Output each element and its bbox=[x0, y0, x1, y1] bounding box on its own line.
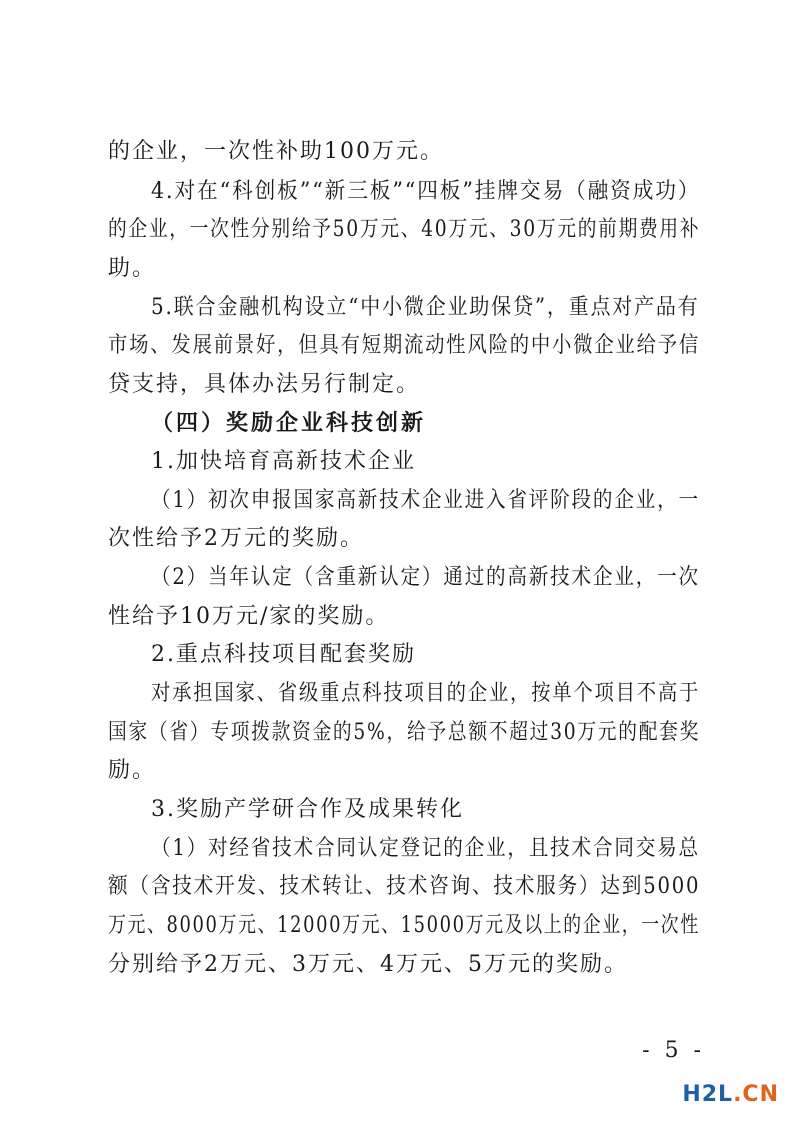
text-line-21: 万元、8000万元、12000万元、15000万元及以上的企业，一次性 bbox=[108, 913, 700, 938]
text-line-17: 励。 bbox=[108, 758, 157, 783]
text-line-2: 4.对在“科创板”“新三板”“四板”挂牌交易（融资成功） bbox=[151, 179, 701, 204]
text-line-12: （2）当年认定（含重新认定）通过的高新技术企业，一次 bbox=[151, 565, 700, 590]
text-line-9: 1.加快培育高新技术企业 bbox=[151, 449, 416, 474]
text-line-13: 性给予10万元/家的奖励。 bbox=[108, 604, 390, 629]
watermark-suffix: .CN bbox=[733, 1082, 779, 1107]
section-heading-4: （四）奖励企业科技创新 bbox=[151, 410, 427, 436]
text-line-4: 助。 bbox=[108, 256, 157, 281]
page-number: - 5 - bbox=[642, 1038, 705, 1063]
text-line-14: 2.重点科技项目配套奖励 bbox=[151, 642, 416, 667]
text-line-3: 的企业，一次性分别给予50万元、40万元、30万元的前期费用补 bbox=[108, 217, 701, 242]
text-line-5: 5.联合金融机构设立“中小微企业助保贷”，重点对产品有 bbox=[151, 295, 700, 320]
text-line-18: 3.奖励产学研合作及成果转化 bbox=[151, 797, 464, 822]
text-line-15: 对承担国家、省级重点科技项目的企业，按单个项目不高于 bbox=[151, 681, 701, 706]
text-line-11: 次性给予2万元的奖励。 bbox=[108, 526, 364, 551]
text-line-20: 额（含技术开发、技术转让、技术咨询、技术服务）达到5000 bbox=[108, 874, 701, 899]
text-line-1: 的企业，一次性补助100万元。 bbox=[108, 139, 444, 164]
text-line-22: 分别给予2万元、3万元、4万元、5万元的奖励。 bbox=[108, 952, 628, 977]
watermark-logo bbox=[682, 1082, 779, 1107]
text-line-7: 贷支持，具体办法另行制定。 bbox=[108, 372, 421, 397]
text-line-6: 市场、发展前景好，但具有短期流动性风险的中小微企业给予信 bbox=[108, 333, 701, 358]
text-line-19: （1）对经省技术合同认定登记的企业，且技术合同交易总 bbox=[151, 836, 700, 861]
text-line-16: 国家（省）专项拨款资金的5%，给予总额不超过30万元的配套奖 bbox=[108, 720, 701, 745]
text-line-10: （1）初次申报国家高新技术企业进入省评阶段的企业，一 bbox=[151, 488, 700, 513]
watermark-prefix: H2L bbox=[682, 1082, 734, 1107]
